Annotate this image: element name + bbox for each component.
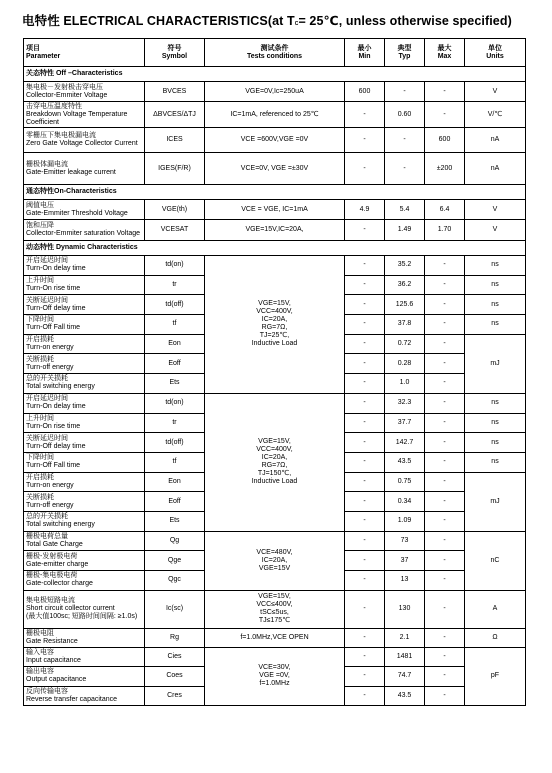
parameter-cn: 关断延迟时间	[26, 434, 68, 442]
parameter-cell	[24, 511, 145, 531]
parameter-cell	[24, 452, 145, 472]
parameter-en: Collector-Emmiter Voltage	[26, 91, 108, 99]
conditions-cell	[205, 393, 345, 531]
symbol-cell: tf	[145, 452, 205, 472]
parameter-cn: 下降时间	[26, 316, 54, 324]
max-cell: -	[425, 82, 465, 102]
max-cell: -	[425, 433, 465, 453]
parameter-cn: 栅极体漏电流	[26, 160, 68, 168]
parameter-cn: 关断损耗	[26, 493, 54, 501]
condition-line: VGE =0V,	[259, 672, 290, 680]
symbol-cell: Coes	[145, 667, 205, 687]
typ-cell: 13	[385, 571, 425, 591]
condition-line: VCC=400V,	[256, 446, 293, 454]
header-typ: 典型 Typ	[385, 39, 425, 67]
parameter-cn: 开启延迟时间	[26, 395, 68, 403]
max-cell: -	[425, 374, 465, 394]
parameter-en: Reverse transfer capacitance	[26, 695, 118, 703]
electrical-characteristics-table	[23, 38, 526, 706]
parameter-cell	[24, 334, 145, 354]
typ-cell: 43.5	[385, 686, 425, 706]
min-cell: -	[345, 647, 385, 667]
parameter-cell	[24, 315, 145, 335]
parameter-cn: 集电极短路电流	[26, 597, 75, 605]
unit-cell: pF	[465, 647, 526, 706]
max-cell: ±200	[425, 153, 465, 185]
parameter-en: Turn-Off Fall time	[26, 324, 81, 332]
typ-cell: 36.2	[385, 275, 425, 295]
condition-line: VGE=15V,	[258, 438, 291, 446]
parameter-en: Gate-emitter charge	[26, 560, 89, 568]
min-cell: 600	[345, 82, 385, 102]
typ-cell: 2.1	[385, 628, 425, 647]
max-cell: 600	[425, 128, 465, 153]
parameter-cell	[24, 354, 145, 374]
parameter-cell	[24, 667, 145, 687]
min-cell: -	[345, 551, 385, 571]
min-cell: -	[345, 374, 385, 394]
unit-cell: ns	[465, 452, 526, 472]
parameter-en: Turn-Off Fall time	[26, 462, 81, 470]
min-cell: -	[345, 102, 385, 128]
condition-line: TJ=150℃,	[257, 470, 292, 478]
parameter-cn: 栅极电荷总量	[26, 532, 68, 540]
typ-cell: -	[385, 82, 425, 102]
unit-cell: mJ	[465, 334, 526, 393]
parameter-cn: 开启损耗	[26, 336, 54, 344]
condition-line: Inductive Load	[251, 340, 298, 348]
parameter-cn: 栅极电阻	[26, 629, 54, 637]
symbol-cell: tf	[145, 315, 205, 335]
symbol-cell: VGE(th)	[145, 200, 205, 220]
parameter-cn: 栅极-发射极电荷	[26, 552, 78, 560]
parameter-en: Turn-Off delay time	[26, 442, 86, 450]
symbol-cell: Cres	[145, 686, 205, 706]
min-cell: -	[345, 275, 385, 295]
section-row	[24, 241, 526, 256]
symbol-cell: Ic(sc)	[145, 590, 205, 628]
symbol-cell: ICES	[145, 128, 205, 153]
unit-cell: ns	[465, 256, 526, 276]
max-cell: -	[425, 686, 465, 706]
unit-cell: nA	[465, 153, 526, 185]
parameter-en: Gate Resistance	[26, 637, 78, 645]
typ-cell: 1481	[385, 647, 425, 667]
condition-line: TJ≤175℃	[258, 617, 291, 625]
min-cell: -	[345, 256, 385, 276]
parameter-cell	[24, 82, 145, 102]
max-cell: -	[425, 315, 465, 335]
parameter-cell	[24, 275, 145, 295]
parameter-cell	[24, 256, 145, 276]
header-max: 最大 Max	[425, 39, 465, 67]
min-cell: -	[345, 393, 385, 413]
max-cell: -	[425, 295, 465, 315]
max-cell: -	[425, 102, 465, 128]
condition-line: IC=20A,	[261, 556, 288, 564]
parameter-cell	[24, 647, 145, 667]
parameter-cn: 总的开关损耗	[26, 513, 68, 521]
symbol-cell: td(on)	[145, 393, 205, 413]
unit-cell: ns	[465, 295, 526, 315]
conditions-cell	[205, 647, 345, 706]
typ-cell: 0.34	[385, 492, 425, 512]
section-title: 通态特性On-Characteristics	[24, 185, 526, 200]
max-cell: -	[425, 511, 465, 531]
max-cell: -	[425, 472, 465, 492]
typ-cell: 0.28	[385, 354, 425, 374]
parameter-cn: 输入电容	[26, 648, 54, 656]
conditions-cell	[205, 256, 345, 394]
max-cell: -	[425, 647, 465, 667]
unit-cell: ns	[465, 315, 526, 335]
typ-cell: 1.0	[385, 374, 425, 394]
typ-cell: 0.60	[385, 102, 425, 128]
parameter-cell	[24, 102, 145, 128]
parameter-en: Turn-off energy	[26, 363, 74, 371]
max-cell: -	[425, 492, 465, 512]
symbol-cell: IGES(F/R)	[145, 153, 205, 185]
typ-cell: 5.4	[385, 200, 425, 220]
condition-line: VCC≤400V,	[256, 601, 293, 609]
condition-line: f=1.0MHz	[259, 680, 290, 688]
header-parameter: 项目 Parameter	[24, 39, 145, 67]
parameter-en: Total switching energy	[26, 521, 95, 529]
typ-cell: -	[385, 153, 425, 185]
table-row	[24, 200, 526, 220]
table-row	[24, 82, 526, 102]
parameter-cn: 阈值电压	[26, 201, 54, 209]
header-conditions: 测试条件 Tests conditions	[205, 39, 345, 67]
min-cell: 4.9	[345, 200, 385, 220]
typ-cell: 37.7	[385, 413, 425, 433]
condition-line: IC=20A,	[261, 316, 288, 324]
symbol-cell: Eon	[145, 472, 205, 492]
max-cell: -	[425, 256, 465, 276]
header-symbol: 符号 Symbol	[145, 39, 205, 67]
header-units: 单位 Units	[465, 39, 526, 67]
parameter-cn: 总的开关损耗	[26, 375, 68, 383]
header-min: 最小 Min	[345, 39, 385, 67]
unit-cell: V/℃	[465, 102, 526, 128]
table-row	[24, 590, 526, 628]
parameter-cn: 零栅压下集电极漏电流	[26, 132, 96, 139]
parameter-cell	[24, 531, 145, 551]
conditions-cell	[205, 590, 345, 628]
parameter-cell	[24, 153, 145, 185]
symbol-cell: tr	[145, 275, 205, 295]
min-cell: -	[345, 511, 385, 531]
section-row	[24, 185, 526, 200]
max-cell: -	[425, 452, 465, 472]
conditions-cell: IC=1mA, referenced to 25℃	[205, 102, 345, 128]
parameter-en: Turn-On delay time	[26, 403, 86, 411]
parameter-cell	[24, 295, 145, 315]
unit-cell: A	[465, 590, 526, 628]
parameter-en: Turn-On rise time	[26, 422, 81, 430]
symbol-cell: Cies	[145, 647, 205, 667]
min-cell: -	[345, 628, 385, 647]
parameter-en: Gate-Emitter leakage current	[26, 168, 116, 176]
parameter-cn: 上升时间	[26, 414, 54, 422]
symbol-cell: td(off)	[145, 295, 205, 315]
max-cell: -	[425, 393, 465, 413]
typ-cell: 130	[385, 590, 425, 628]
unit-cell: ns	[465, 275, 526, 295]
table-row	[24, 256, 526, 276]
condition-line: tSC≤5us,	[260, 609, 289, 617]
unit-cell: V	[465, 82, 526, 102]
symbol-cell: Rg	[145, 628, 205, 647]
max-cell: -	[425, 413, 465, 433]
unit-cell: Ω	[465, 628, 526, 647]
parameter-cn: 开启延迟时间	[26, 257, 68, 265]
condition-line: VGE=15V	[258, 564, 291, 572]
parameter-en: Collector-Emmiter saturation Voltage	[26, 230, 140, 237]
parameter-en: Total switching energy	[26, 383, 95, 391]
condition-line: VCC=400V,	[256, 308, 293, 316]
min-cell: -	[345, 531, 385, 551]
typ-cell: -	[385, 128, 425, 153]
condition-line: RG=7Ω,	[261, 324, 288, 332]
symbol-cell: tr	[145, 413, 205, 433]
table-row	[24, 220, 526, 241]
parameter-cell	[24, 571, 145, 591]
typ-cell: 73	[385, 531, 425, 551]
unit-cell: V	[465, 200, 526, 220]
parameter-en: Gate-collector charge	[26, 580, 93, 588]
condition-line: VCE=480V,	[256, 548, 293, 556]
parameter-en: Short circuit collector current	[26, 605, 115, 613]
typ-cell: 0.72	[385, 334, 425, 354]
symbol-cell: Qge	[145, 551, 205, 571]
unit-cell: mJ	[465, 472, 526, 531]
symbol-cell: td(on)	[145, 256, 205, 276]
min-cell: -	[345, 433, 385, 453]
parameter-en: Breakdown Voltage Temperature Coefficient	[26, 110, 128, 126]
typ-cell: 0.75	[385, 472, 425, 492]
table-row	[24, 153, 526, 185]
min-cell: -	[345, 571, 385, 591]
table-row	[24, 128, 526, 153]
unit-cell: nC	[465, 531, 526, 590]
unit-cell: ns	[465, 413, 526, 433]
min-cell: -	[345, 413, 385, 433]
symbol-cell: Ets	[145, 511, 205, 531]
parameter-cell	[24, 393, 145, 413]
typ-cell: 35.2	[385, 256, 425, 276]
parameter-cn: 开启损耗	[26, 473, 54, 481]
parameter-cell	[24, 472, 145, 492]
parameter-en: Turn-On rise time	[26, 285, 81, 293]
typ-cell: 43.5	[385, 452, 425, 472]
max-cell: -	[425, 590, 465, 628]
max-cell: 6.4	[425, 200, 465, 220]
symbol-cell: Ets	[145, 374, 205, 394]
parameter-cn: 饱和压降	[26, 222, 54, 229]
typ-cell: 125.6	[385, 295, 425, 315]
parameter-en: Turn-off energy	[26, 501, 74, 509]
parameter-cn: 上升时间	[26, 277, 54, 285]
conditions-cell	[205, 531, 345, 590]
typ-cell: 74.7	[385, 667, 425, 687]
typ-cell: 32.3	[385, 393, 425, 413]
max-cell: 1.70	[425, 220, 465, 241]
typ-cell: 1.49	[385, 220, 425, 241]
max-cell: -	[425, 354, 465, 374]
symbol-cell: Eoff	[145, 354, 205, 374]
min-cell: -	[345, 295, 385, 315]
max-cell: -	[425, 334, 465, 354]
parameter-cell	[24, 492, 145, 512]
parameter-cell	[24, 433, 145, 453]
max-cell: -	[425, 628, 465, 647]
parameter-en: Output capacitance	[26, 676, 87, 684]
parameter-cell	[24, 128, 145, 153]
condition-line: RG=7Ω,	[261, 462, 288, 470]
condition-line: Inductive Load	[251, 478, 298, 486]
max-cell: -	[425, 531, 465, 551]
parameter-note: (最大值100sc; 短路时间间隔: ≥1.0s)	[26, 613, 138, 621]
condition-line: VCE=30V,	[258, 664, 291, 672]
parameter-en: Turn-on energy	[26, 344, 74, 352]
parameter-en: Zero Gate Voltage Collector Current	[26, 140, 138, 147]
symbol-cell: Eon	[145, 334, 205, 354]
parameter-en: Gate-Emmiter Threshold Voltage	[26, 209, 128, 217]
parameter-en: Turn-on energy	[26, 481, 74, 489]
parameter-cell	[24, 220, 145, 241]
max-cell: -	[425, 667, 465, 687]
parameter-en: Total Gate Charge	[26, 540, 83, 548]
unit-cell: V	[465, 220, 526, 241]
page-title: 电特性 ELECTRICAL CHARACTERISTICS(at TC= 25℃, unless otherwise specified)	[22, 14, 512, 28]
symbol-cell: VCESAT	[145, 220, 205, 241]
condition-line: IC=20A,	[261, 454, 288, 462]
min-cell: -	[345, 334, 385, 354]
unit-cell: ns	[465, 393, 526, 413]
typ-cell: 1.09	[385, 511, 425, 531]
parameter-cn: 反向传输电容	[26, 687, 68, 695]
condition-line: VGE=15V,	[258, 593, 291, 601]
conditions-cell: VCE =600V,VGE =0V	[205, 128, 345, 153]
min-cell: -	[345, 492, 385, 512]
parameter-en: Input capacitance	[26, 656, 81, 664]
parameter-cn: 下降时间	[26, 454, 54, 462]
symbol-cell: Qg	[145, 531, 205, 551]
parameter-cell	[24, 551, 145, 571]
section-title: 关态特性 Off –Characteristics	[24, 67, 526, 82]
parameter-cell	[24, 374, 145, 394]
unit-cell: nA	[465, 128, 526, 153]
min-cell: -	[345, 220, 385, 241]
table-header-row	[24, 39, 526, 67]
min-cell: -	[345, 153, 385, 185]
parameter-en: Turn-On delay time	[26, 265, 86, 273]
table-row	[24, 531, 526, 551]
parameter-cell	[24, 686, 145, 706]
min-cell: -	[345, 472, 385, 492]
min-cell: -	[345, 590, 385, 628]
parameter-cn: 输出电容	[26, 668, 54, 676]
parameter-cn: 集电极－发射极击穿电压	[26, 83, 103, 91]
table-row	[24, 647, 526, 667]
min-cell: -	[345, 686, 385, 706]
table-row	[24, 393, 526, 413]
max-cell: -	[425, 275, 465, 295]
typ-cell: 37	[385, 551, 425, 571]
min-cell: -	[345, 667, 385, 687]
symbol-cell: BVCES	[145, 82, 205, 102]
min-cell: -	[345, 315, 385, 335]
min-cell: -	[345, 452, 385, 472]
parameter-cell	[24, 590, 145, 628]
min-cell: -	[345, 128, 385, 153]
symbol-cell: ΔBVCES/ΔTJ	[145, 102, 205, 128]
max-cell: -	[425, 551, 465, 571]
parameter-en: Turn-Off delay time	[26, 304, 86, 312]
parameter-cell	[24, 200, 145, 220]
max-cell: -	[425, 571, 465, 591]
table-row	[24, 628, 526, 647]
parameter-cn: 栅极-集电极电荷	[26, 572, 78, 580]
conditions-cell: VGE=0V,Ic=250uA	[205, 82, 345, 102]
conditions-cell: VCE=0V, VGE =±30V	[205, 153, 345, 185]
section-row	[24, 67, 526, 82]
unit-cell: ns	[465, 433, 526, 453]
parameter-cell	[24, 413, 145, 433]
typ-cell: 142.7	[385, 433, 425, 453]
section-title: 动态特性 Dynamic Characteristics	[24, 241, 526, 256]
parameter-cell	[24, 628, 145, 647]
symbol-cell: Qgc	[145, 571, 205, 591]
parameter-cn: 关断延迟时间	[26, 296, 68, 304]
condition-line: TJ=25℃,	[259, 332, 290, 340]
condition-line: VGE=15V,	[258, 300, 291, 308]
typ-cell: 37.8	[385, 315, 425, 335]
parameter-cn: 关断损耗	[26, 355, 54, 363]
conditions-cell: f=1.0MHz,VCE OPEN	[205, 628, 345, 647]
table-row	[24, 102, 526, 128]
parameter-cn: 击穿电压温度特性	[26, 102, 82, 110]
symbol-cell: td(off)	[145, 433, 205, 453]
symbol-cell: Eoff	[145, 492, 205, 512]
conditions-cell: VGE=15V,IC=20A,	[205, 220, 345, 241]
conditions-cell: VCE = VGE, IC=1mA	[205, 200, 345, 220]
min-cell: -	[345, 354, 385, 374]
